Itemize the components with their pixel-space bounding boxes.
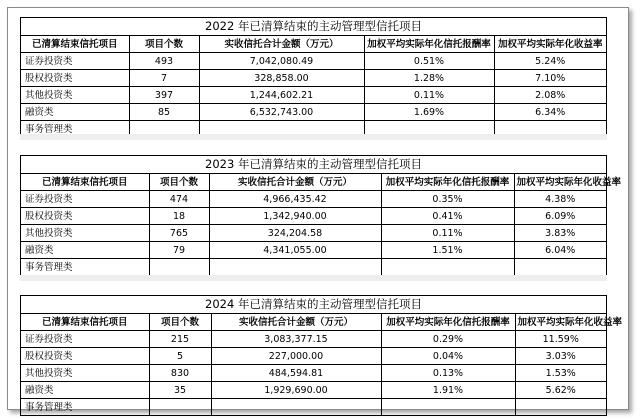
count-cell: 215 <box>149 331 211 348</box>
yield-cell: 11.59% <box>515 331 606 348</box>
data-table <box>21 36 606 137</box>
amount-cell: 227,000.00 <box>211 348 381 365</box>
fee-rate-cell: 0.04% <box>381 348 515 365</box>
category-cell: 证券投资类 <box>21 53 129 70</box>
table-2024 <box>20 295 623 416</box>
header-row <box>21 314 606 331</box>
yield-cell: 2.08% <box>494 87 606 104</box>
fee-rate-cell: 1.28% <box>364 70 494 87</box>
column-header: 加权平均实际年化信托报酬率 <box>381 314 515 331</box>
category-cell: 事务管理类 <box>21 399 149 416</box>
yield-cell: 4.38% <box>514 191 606 208</box>
section-divider <box>20 275 607 281</box>
category-cell: 融资类 <box>21 242 149 259</box>
yield-cell: 6.34% <box>494 104 606 121</box>
table-row <box>21 382 606 399</box>
amount-cell: 3,083,377.15 <box>211 331 381 348</box>
table-title: 2022 年已清算结束的主动管理型信托项目 <box>21 18 606 36</box>
fee-rate-cell: 0.35% <box>381 191 514 208</box>
table-row <box>21 208 606 225</box>
data-table <box>21 314 623 415</box>
table-row <box>21 242 606 259</box>
category-cell: 股权投资类 <box>21 348 149 365</box>
category-cell: 证券投资类 <box>21 331 149 348</box>
table-row <box>21 104 606 121</box>
column-header: 加权平均实际年化信托报酬率 <box>364 36 494 53</box>
column-header: 实收信托合计金额（万元） <box>211 314 381 331</box>
category-cell: 事务管理类 <box>21 121 129 138</box>
table-2022 <box>20 17 607 138</box>
yield-cell <box>514 259 606 276</box>
fee-rate-cell: 1.91% <box>381 382 515 399</box>
count-cell: 18 <box>149 208 209 225</box>
column-header: 已清算结束信托项目 <box>21 174 149 191</box>
data-table <box>21 174 622 275</box>
amount-cell: 1,342,940.00 <box>209 208 381 225</box>
amount-cell: 324,204.58 <box>209 225 381 242</box>
table-2023 <box>20 155 622 276</box>
table-row <box>21 331 606 348</box>
count-cell <box>149 399 211 416</box>
count-cell: 5 <box>149 348 211 365</box>
category-cell: 融资类 <box>21 104 129 121</box>
table-title: 2023 年已清算结束的主动管理型信托项目 <box>21 156 606 174</box>
amount-cell <box>209 259 381 276</box>
fee-rate-cell: 0.29% <box>381 331 515 348</box>
count-cell: 493 <box>129 53 199 70</box>
column-header: 实收信托合计金额（万元） <box>199 36 364 53</box>
column-header: 已清算结束信托项目 <box>21 36 129 53</box>
category-cell: 其他投资类 <box>21 87 129 104</box>
category-cell: 股权投资类 <box>21 70 129 87</box>
header-row <box>21 174 606 191</box>
table-row <box>21 225 606 242</box>
count-cell: 397 <box>129 87 199 104</box>
count-cell <box>149 259 209 276</box>
column-header: 实收信托合计金额（万元） <box>209 174 381 191</box>
fee-rate-cell: 0.51% <box>364 53 494 70</box>
column-header: 加权平均实际年化收益率 <box>494 36 606 53</box>
count-cell: 85 <box>129 104 199 121</box>
column-header: 项目个数 <box>129 36 199 53</box>
count-cell: 79 <box>149 242 209 259</box>
fee-rate-cell <box>381 399 515 416</box>
column-header: 加权平均实际年化信托报酬率 <box>381 174 514 191</box>
amount-cell: 1,929,690.00 <box>211 382 381 399</box>
yield-cell: 5.62% <box>515 382 606 399</box>
yield-cell: 6.04% <box>514 242 606 259</box>
column-header: 项目个数 <box>149 174 209 191</box>
header-row <box>21 36 606 53</box>
table-row <box>21 191 606 208</box>
fee-rate-cell: 1.51% <box>381 242 514 259</box>
category-cell: 事务管理类 <box>21 259 149 276</box>
fee-rate-cell: 0.41% <box>381 208 514 225</box>
column-header: 项目个数 <box>149 314 211 331</box>
amount-cell: 7,042,080.49 <box>199 53 364 70</box>
amount-cell: 328,858.00 <box>199 70 364 87</box>
column-header: 加权平均实际年化收益率 <box>514 174 606 191</box>
column-header: 加权平均实际年化收益率 <box>515 314 606 331</box>
fee-rate-cell: 1.69% <box>364 104 494 121</box>
amount-cell: 1,244,602.21 <box>199 87 364 104</box>
count-cell: 474 <box>149 191 209 208</box>
column-header: 已清算结束信托项目 <box>21 314 149 331</box>
count-cell: 830 <box>149 365 211 382</box>
yield-cell: 3.83% <box>514 225 606 242</box>
table-row <box>21 259 606 276</box>
yield-cell: 7.10% <box>494 70 606 87</box>
amount-cell: 4,341,055.00 <box>209 242 381 259</box>
table-row <box>21 87 606 104</box>
amount-cell <box>211 399 381 416</box>
yield-cell: 3.03% <box>515 348 606 365</box>
category-cell: 融资类 <box>21 382 149 399</box>
yield-cell <box>515 399 606 416</box>
table-row <box>21 348 606 365</box>
fee-rate-cell: 0.11% <box>364 87 494 104</box>
table-row <box>21 53 606 70</box>
fee-rate-cell <box>381 259 514 276</box>
amount-cell: 6,532,743.00 <box>199 104 364 121</box>
category-cell: 其他投资类 <box>21 225 149 242</box>
category-cell: 其他投资类 <box>21 365 149 382</box>
yield-cell: 6.09% <box>514 208 606 225</box>
amount-cell: 484,594.81 <box>211 365 381 382</box>
category-cell: 股权投资类 <box>21 208 149 225</box>
amount-cell: 4,966,435.42 <box>209 191 381 208</box>
section-divider <box>20 134 607 140</box>
table-row <box>21 365 606 382</box>
table-title: 2024 年已清算结束的主动管理型信托项目 <box>21 296 606 314</box>
count-cell: 765 <box>149 225 209 242</box>
count-cell: 35 <box>149 382 211 399</box>
table-row <box>21 399 606 416</box>
yield-cell: 5.24% <box>494 53 606 70</box>
count-cell: 7 <box>129 70 199 87</box>
yield-cell: 1.53% <box>515 365 606 382</box>
fee-rate-cell: 0.11% <box>381 225 514 242</box>
category-cell: 证券投资类 <box>21 191 149 208</box>
table-row <box>21 70 606 87</box>
fee-rate-cell: 0.13% <box>381 365 515 382</box>
